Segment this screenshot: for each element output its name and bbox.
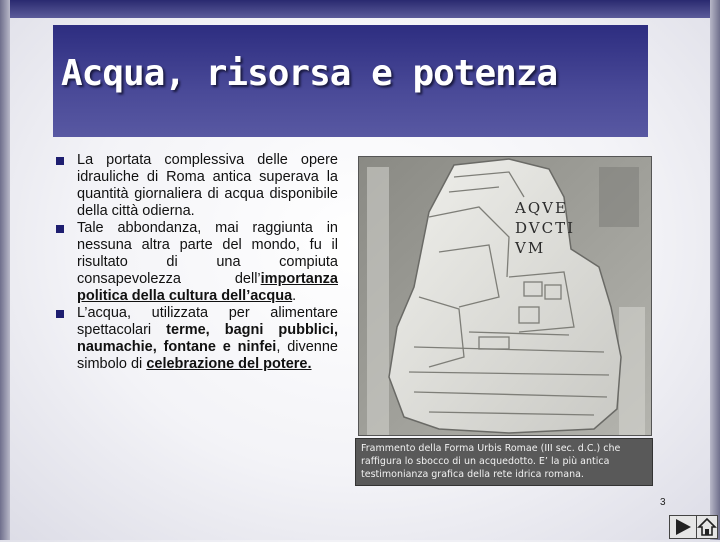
inscription-line-1: AQVE	[515, 199, 568, 217]
inscription-line-2: DVCTI	[515, 219, 576, 237]
bullet-list	[50, 152, 338, 373]
bullet-item-1	[50, 152, 338, 220]
home-icon	[697, 516, 717, 538]
bullet-3-emphasis: terme, bagni pubblici, naumachie, fontane e ninfei	[77, 322, 338, 355]
bullet-3-text: L’acqua, utilizzata per alimentare spettacolari	[77, 305, 338, 338]
play-triangle-icon	[670, 516, 696, 538]
slide-top-frame	[0, 0, 720, 18]
title-banner	[53, 25, 648, 137]
slide-title: Acqua, risorsa e potenza	[61, 53, 558, 94]
next-slide-button[interactable]	[669, 515, 697, 539]
page-number: 3	[660, 497, 666, 508]
forma-urbis-image	[358, 156, 652, 436]
bullet-3-emphasis-2: celebrazione del potere.	[146, 356, 312, 372]
square-bullet-icon	[56, 225, 64, 233]
inscription-line-3: VM	[515, 239, 546, 257]
home-button[interactable]	[696, 515, 718, 539]
square-bullet-icon	[56, 310, 64, 318]
bullet-2-text: Tale abbondanza, mai raggiunta in nessuna altra parte del mondo, fu il risultato di una compiuta consapevolezza dell’	[77, 220, 338, 287]
marble-fragment-illustration	[359, 157, 651, 435]
bullet-2-end: .	[292, 288, 297, 304]
image-caption: Frammento della Forma Urbis Romae (III sec. d.C.) che raffigura lo sbocco di un acquedotto. E’ la più antica testimonianza grafica della rete idrica romana.	[355, 438, 653, 486]
bullet-item-3	[50, 305, 338, 373]
slide-left-frame	[0, 0, 10, 540]
bullet-3-mid: , divenne simbolo di	[77, 339, 338, 372]
square-bullet-icon	[56, 157, 64, 165]
slide-right-frame	[710, 0, 720, 540]
bullet-2-emphasis: importanza politica della cultura dell’acqua	[77, 271, 338, 304]
bullet-1-text: La portata complessiva delle opere idrauliche di Roma antica superava la quantità giornaliera di acqua disponibile della città odierna.	[77, 152, 338, 219]
bullet-item-2	[50, 220, 338, 305]
